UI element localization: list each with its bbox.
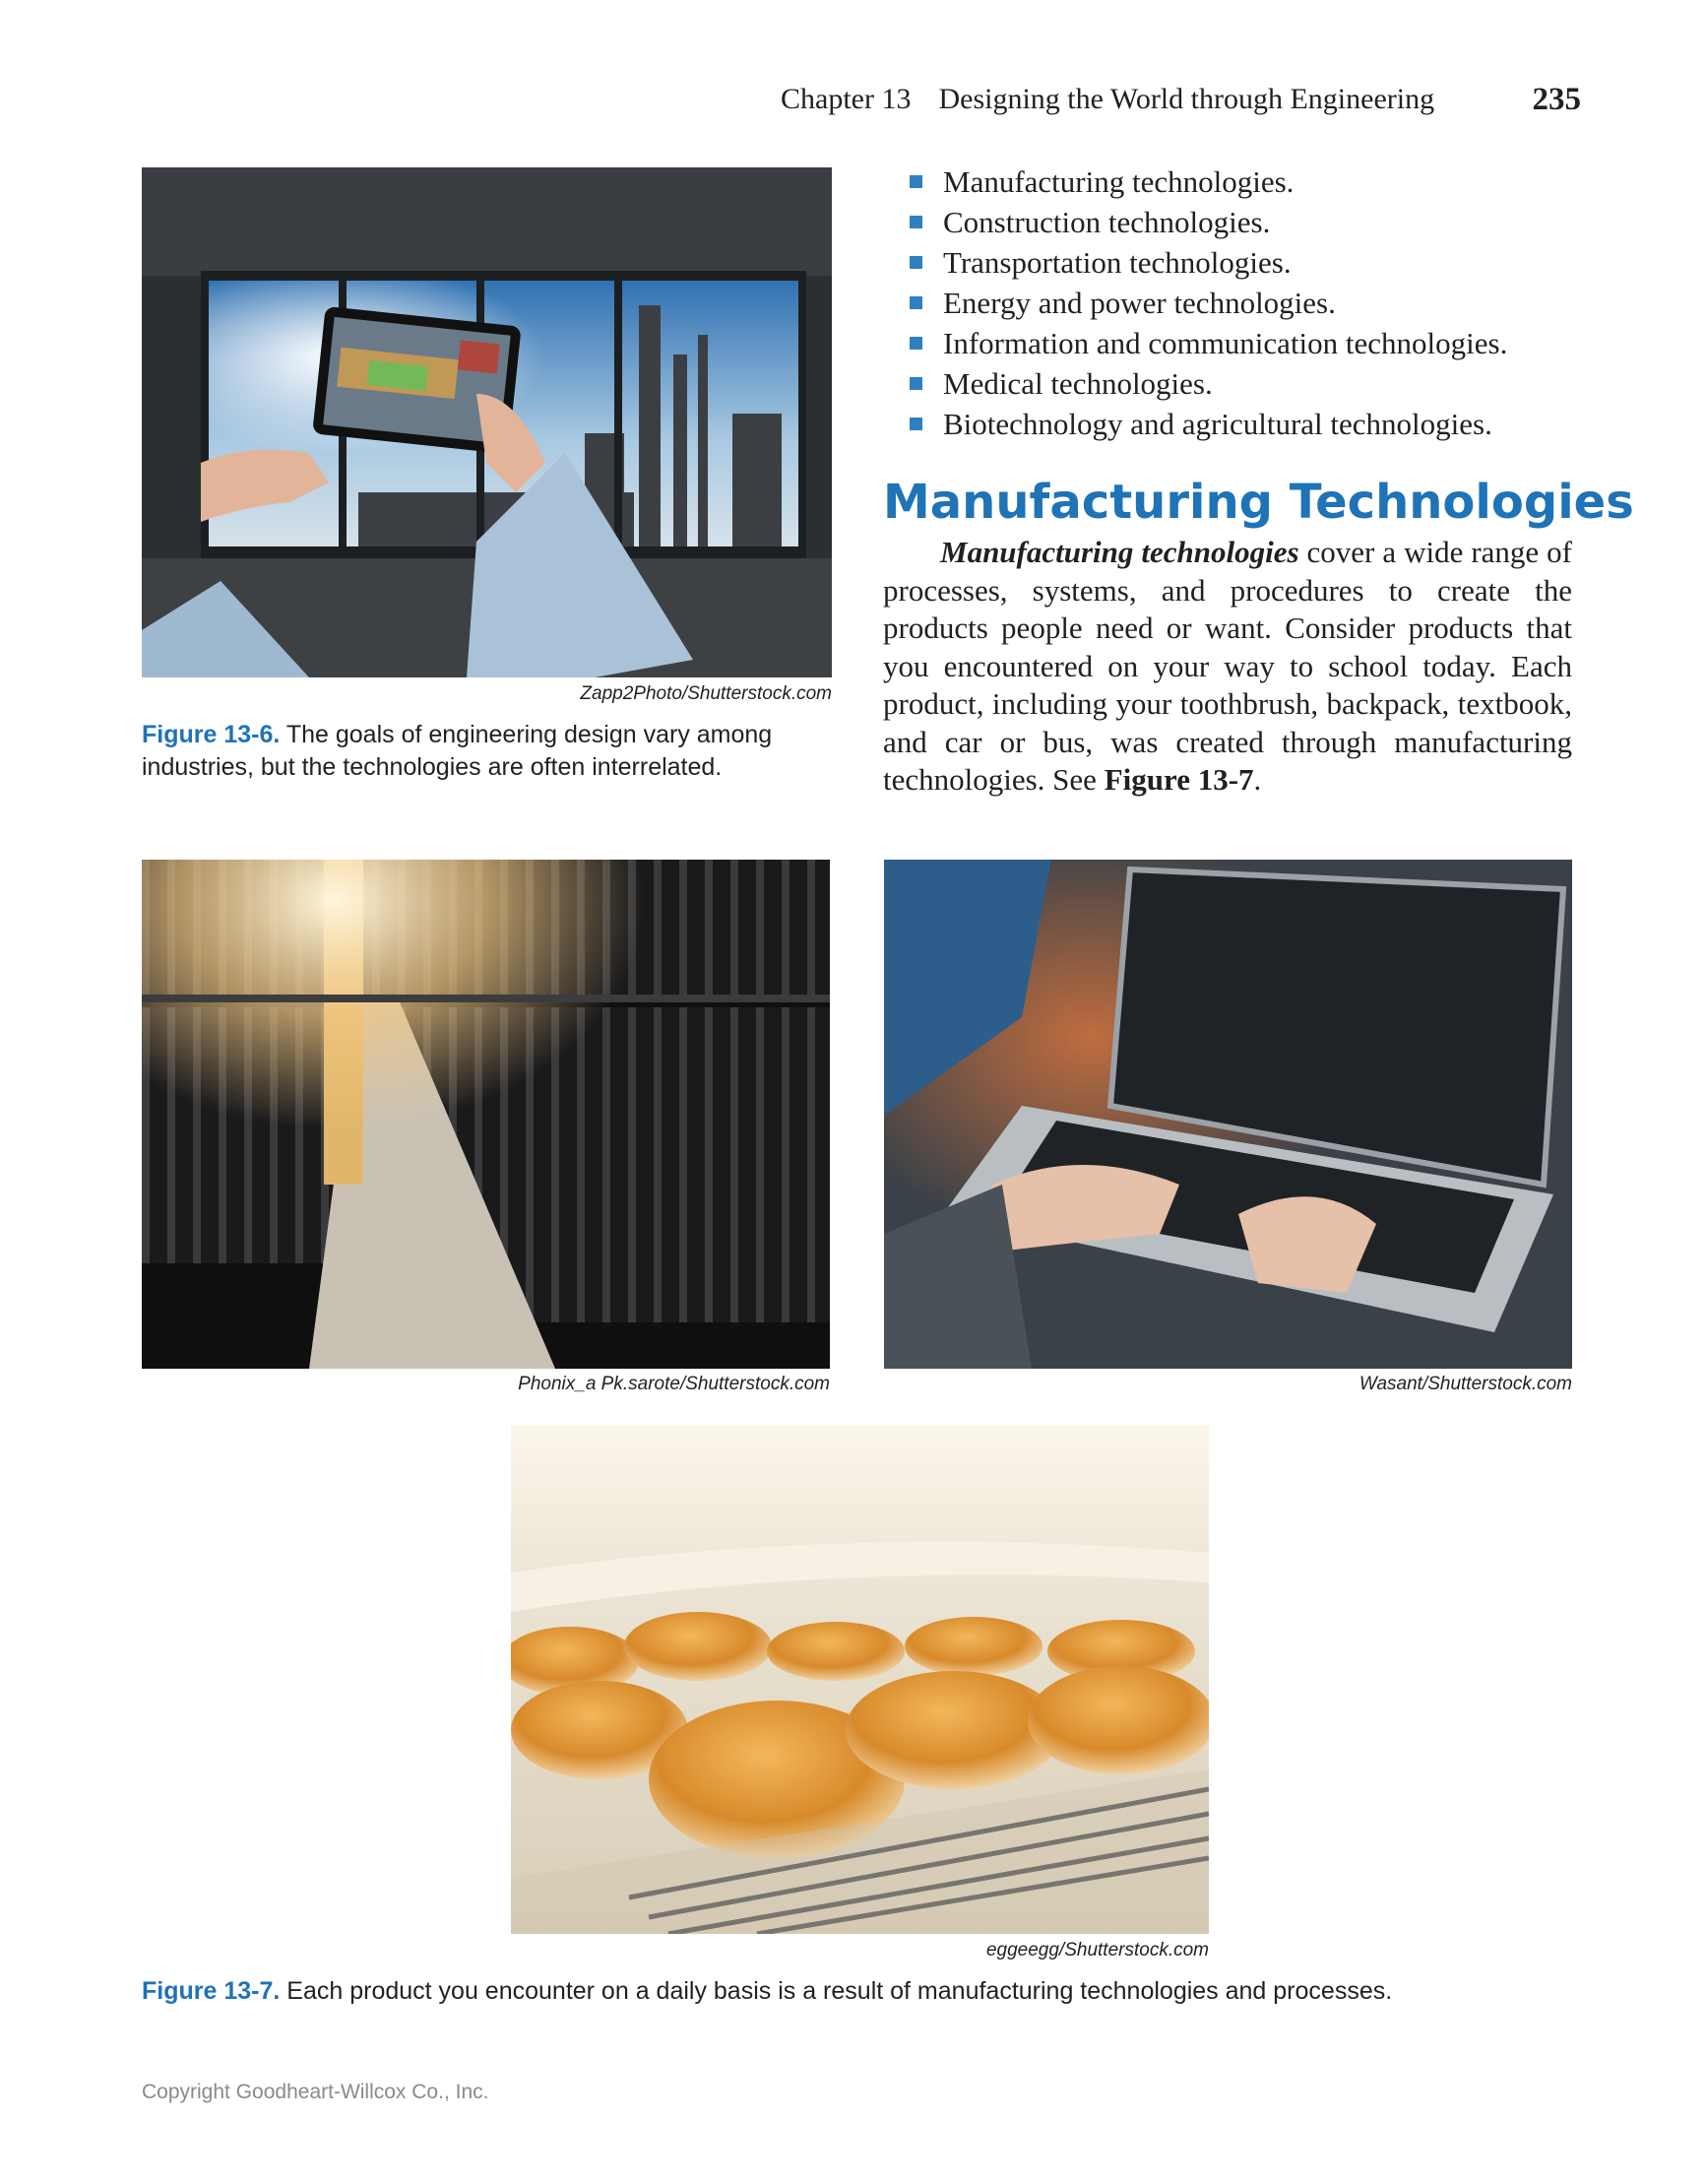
list-item: Transportation technologies. [910, 242, 1599, 283]
figure-13-7-tires-photo [142, 860, 830, 1369]
copyright-notice: Copyright Goodheart-Willcox Co., Inc. [142, 2081, 489, 2103]
figure-13-7-label: Figure 13-7. [142, 1977, 281, 2005]
square-bullet-icon [910, 296, 922, 309]
list-item: Information and communication technologies. [910, 323, 1599, 363]
figure-13-7-tires-credit: Phonix_a Pk.sarote/Shutterstock.com [518, 1374, 830, 1394]
technology-list [910, 161, 1599, 444]
chapter-title: Designing the World through Engineering [938, 83, 1435, 115]
body-text: cover a wide range of processes, systems, and procedures to create the products people need or want. Consider products that you encountered on your way to school today. Each product, including your toothbrush, backpack, textbook, and car or bus, was created through manufacturing technologies. See [883, 535, 1572, 797]
figure-13-7-laptop-credit: Wasant/Shutterstock.com [1358, 1374, 1572, 1394]
square-bullet-icon [910, 175, 922, 188]
figure-13-7-bread-photo [511, 1425, 1209, 1934]
figure-13-6-label: Figure 13-6. [142, 721, 281, 748]
list-item: Construction technologies. [910, 202, 1599, 242]
figure-13-6-caption-text: The goals of engineering design vary among industries, but the technologies are often interrelated. [142, 721, 773, 781]
body-paragraph: Manufacturing technologies cover a wide range of processes, systems, and procedures to create the products people need or want. Consider products that you encountered on your way to school today. Each product, including your toothbrush, backpack, textbook, and car or bus, was created through manufacturing technologies. See Figure 13-7. [883, 535, 1572, 797]
square-bullet-icon [910, 377, 922, 390]
figure-13-7-caption [142, 1975, 1599, 2008]
square-bullet-icon [910, 256, 922, 269]
section-heading: Manufacturing Technologies [883, 475, 1634, 530]
figure-13-7-bread-credit: eggeegg/Shutterstock.com [985, 1940, 1209, 1960]
figure-13-6-credit: Zapp2Photo/Shutterstock.com [580, 683, 832, 704]
key-term: Manufacturing technologies [940, 535, 1299, 569]
list-item: Energy and power technologies. [910, 283, 1599, 323]
figure-13-6-photo [142, 167, 832, 677]
figure-13-7-caption-text: Each product you encounter on a daily basis is a result of manufacturing technologies and processes. [286, 1977, 1393, 2005]
running-head [781, 75, 1642, 124]
figure-reference: Figure 13-7 [1104, 762, 1254, 797]
chapter-label: Chapter 13 [781, 83, 912, 115]
square-bullet-icon [910, 337, 922, 350]
page-number: 235 [1532, 82, 1581, 117]
list-item: Medical technologies. [910, 363, 1599, 404]
square-bullet-icon [910, 418, 922, 430]
square-bullet-icon [910, 216, 922, 228]
figure-13-7-laptop-photo [884, 860, 1572, 1369]
list-item: Biotechnology and agricultural technologies. [910, 404, 1599, 444]
list-item: Manufacturing technologies. [910, 161, 1599, 202]
figure-13-6-caption [142, 719, 843, 784]
